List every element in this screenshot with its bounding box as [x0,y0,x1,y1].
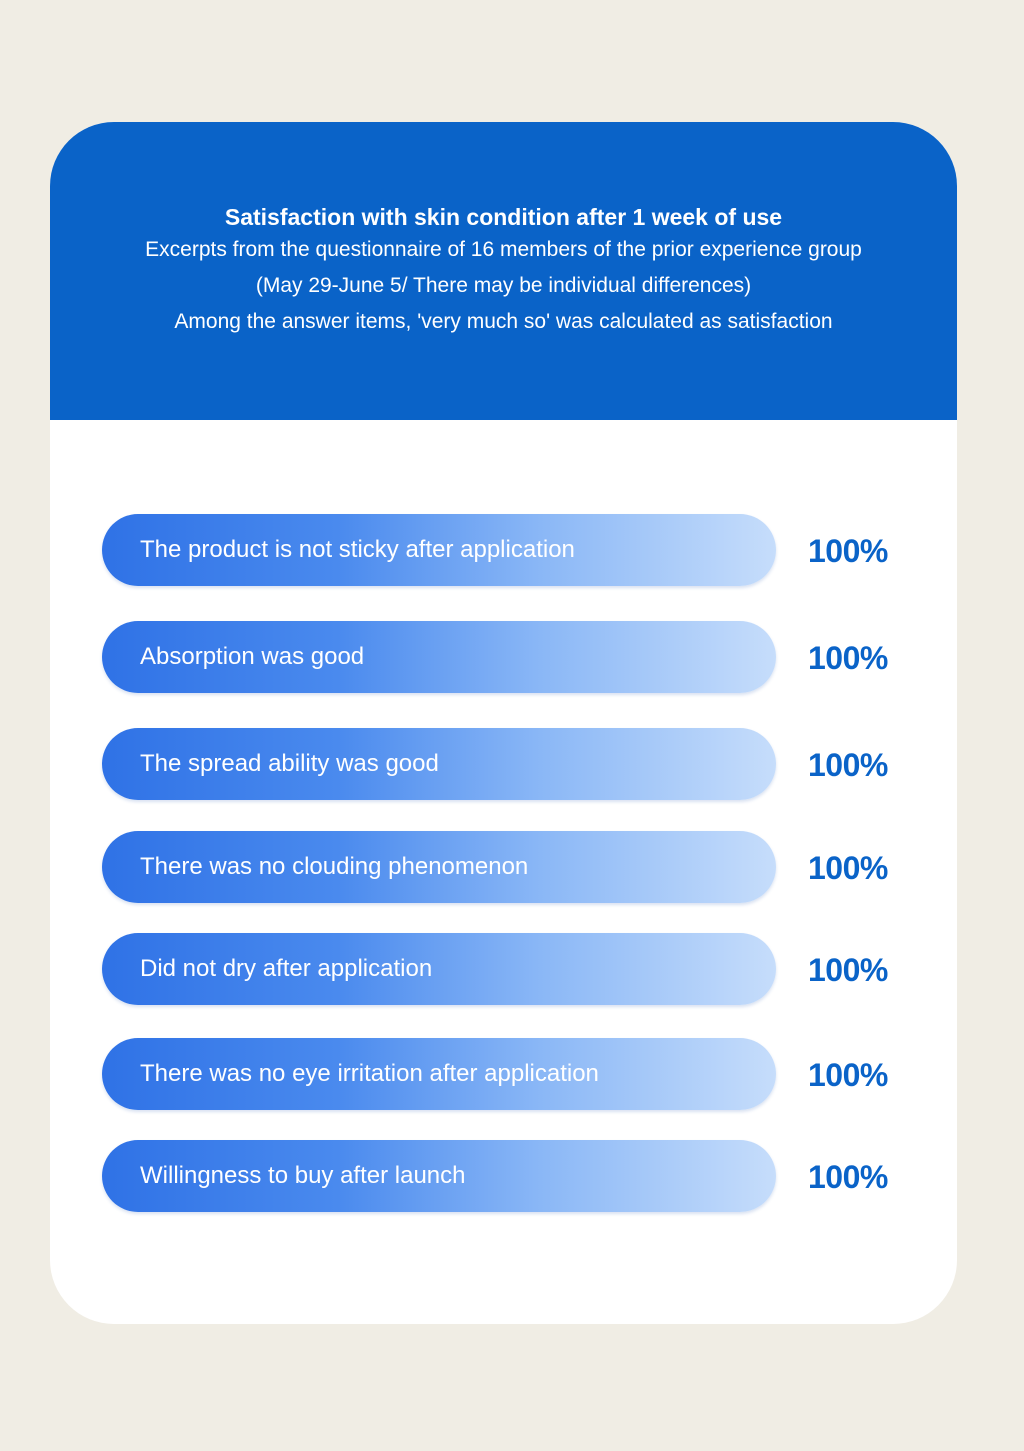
satisfaction-bar [102,728,776,800]
satisfaction-percentage: 100% [808,747,888,783]
satisfaction-bar [102,933,776,1005]
satisfaction-row [102,933,948,1007]
satisfaction-percentage: 100% [808,1057,888,1093]
satisfaction-percentage: 100% [808,1159,888,1195]
satisfaction-row [102,514,948,588]
satisfaction-bar [102,621,776,693]
satisfaction-percentage: 100% [808,640,888,676]
satisfaction-row [102,728,948,802]
satisfaction-item-label: Did not dry after application [140,955,433,982]
satisfaction-item-label: There was no clouding phenomenon [140,853,529,880]
survey-card [50,122,957,1324]
satisfaction-item-label: The product is not sticky after application [140,536,575,563]
card-header [50,122,957,420]
satisfaction-item-label: Absorption was good [140,643,365,670]
satisfaction-bar [102,1038,776,1110]
header-subtitle-2: (May 29-June 5/ There may be individual differences) [255,274,752,297]
satisfaction-percentage: 100% [808,850,888,886]
satisfaction-row [102,1140,948,1214]
header-subtitle-3: Among the answer items, 'very much so' was calculated as satisfaction [174,310,833,333]
satisfaction-bar [102,1140,776,1212]
satisfaction-item-label: There was no eye irritation after application [140,1060,599,1087]
header-subtitle-1: Excerpts from the questionnaire of 16 members of the prior experience group [145,238,862,261]
satisfaction-row [102,621,948,695]
satisfaction-bar [102,514,776,586]
header-title: Satisfaction with skin condition after 1 week of use [224,204,783,230]
satisfaction-percentage: 100% [808,533,888,569]
satisfaction-row [102,1038,948,1112]
satisfaction-item-label: The spread ability was good [140,750,439,777]
satisfaction-row [102,831,948,905]
satisfaction-item-label: Willingness to buy after launch [140,1162,466,1189]
satisfaction-percentage: 100% [808,952,888,988]
satisfaction-bar [102,831,776,903]
